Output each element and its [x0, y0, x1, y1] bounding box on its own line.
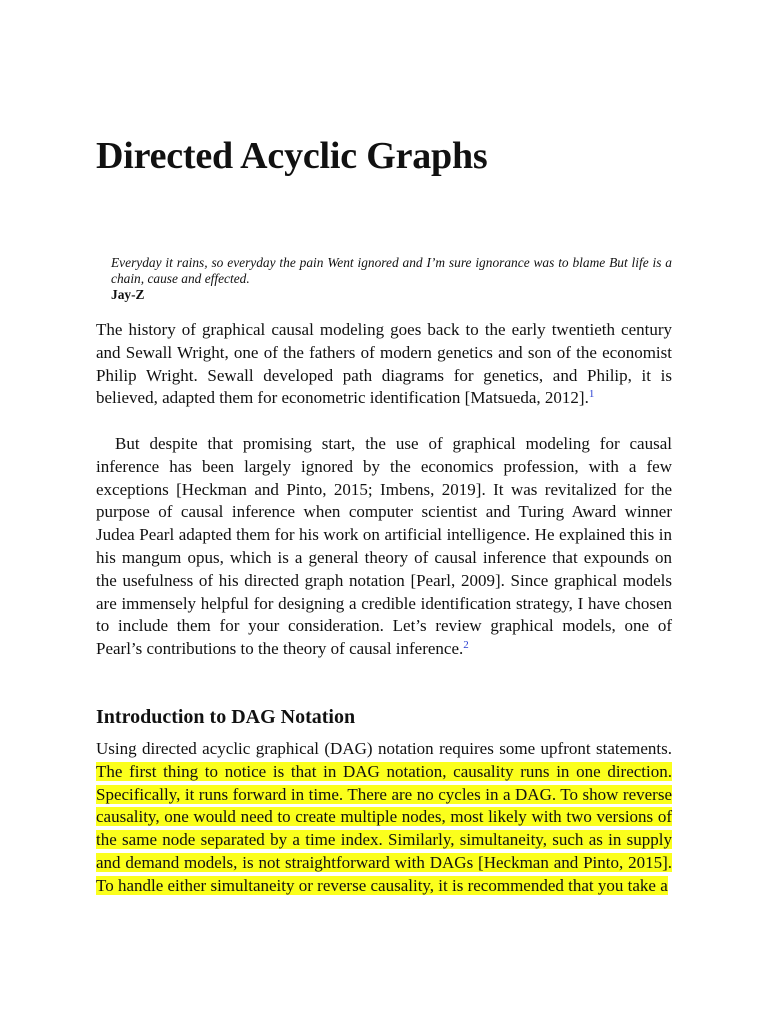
highlighted-text: The first thing to notice is that in DAG notation, causality runs in one direction. Specifically, it runs forward in time. There are no cycles in a DAG. To show reverse causality, one would need to create multiple nodes, most likely with two versions of the same node separated by a time index. Similarly, simultaneity, such as in supply and demand models, is not straightforward with DAGs [Heckman and Pinto, 2015]. To handle either simultaneity or reverse causality, it is recommended that you take a	[96, 761, 672, 895]
paragraph-text: But despite that promising start, the use of graphical modeling for causal inference has been largely ignored by the economics profession, with a few exceptions [Heckman and Pinto, 2015; Imbens, 2019]. It was revitalized for the purpose of causal inference when computer scientist and Turing Award winner Judea Pearl adapted them for his work on artificial intelligence. He explained this in his mangum opus, which is a general theory of causal inference that expounds on the usefulness of his directed graph notation [Pearl, 2009]. Since graphical models are immensely helpful for designing a credible identification strategy, I have chosen to include them for your consideration. Let’s review graphical models, one of Pearl’s contributions to the theory of causal inference.	[96, 434, 672, 659]
paragraph-text: The history of graphical causal modeling goes back to the early twentieth century and Sewall Wright, one of the fathers of modern genetics and son of the economist Philip Wright. Sewall developed path diagrams for genetics, and Philip, it is believed, adapted them for econometric identification [Matsueda, 2012].	[96, 320, 672, 408]
paragraph-history	[96, 319, 672, 410]
section-heading: Introduction to DAG Notation	[96, 706, 356, 728]
footnote-link-1[interactable]: 1	[588, 388, 595, 401]
paragraph-pearl	[96, 433, 672, 661]
footnote-link-2[interactable]: 2	[463, 639, 469, 652]
paragraph-intro-text: Using directed acyclic graphical (DAG) notation requires some upfront statements.	[96, 739, 672, 758]
epigraph-author: Jay-Z	[111, 287, 145, 302]
chapter-title: Directed Acyclic Graphs	[96, 135, 488, 177]
epigraph	[111, 255, 672, 303]
paragraph-dag-notation	[96, 738, 672, 898]
epigraph-quote: Everyday it rains, so everyday the pain Went ignored and I’m sure ignorance was to blame But life is a chain, cause and effected.	[111, 255, 672, 286]
